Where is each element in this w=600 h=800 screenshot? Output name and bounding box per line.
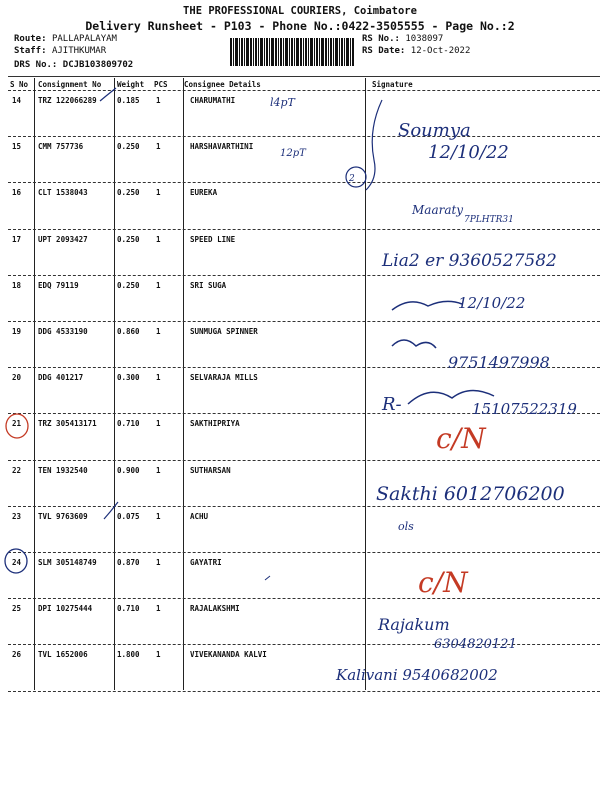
- row21-mark: c/N: [436, 422, 486, 455]
- drs-label: DRS No.:: [14, 60, 58, 70]
- row-divider: [8, 136, 600, 137]
- table-row: [0, 415, 600, 461]
- rs-no-field: [362, 34, 443, 44]
- row-sno: 14: [12, 96, 22, 105]
- table-row: [0, 600, 600, 646]
- row-weight: 0.250: [117, 234, 140, 244]
- staff-field: [14, 46, 106, 56]
- row-consignee-name: SUTHARSAN: [190, 465, 231, 475]
- row-consignee-name: CHARUMATHI: [190, 96, 236, 105]
- row24-mark: c/N: [418, 566, 468, 599]
- row-divider: [8, 367, 600, 368]
- row-divider: [8, 413, 600, 414]
- table-row: [0, 231, 600, 277]
- row-sno: 23: [12, 511, 22, 521]
- row-consignee-name: RAJALAKSHMI: [190, 604, 240, 614]
- row-consignee-name: SPEED LINE: [190, 234, 236, 244]
- row-consignment-no: CLT 1538043: [38, 188, 88, 198]
- row-consignee-name: SAKTHIPRIYA: [190, 419, 240, 429]
- row-consignment-no: DDG 401217: [38, 373, 84, 383]
- row-weight: 0.710: [117, 419, 140, 429]
- row-sno: 15: [12, 142, 22, 152]
- row-pcs: 1: [156, 650, 161, 660]
- row-consignee-name: EUREKA: [190, 188, 218, 198]
- row-weight: 0.250: [117, 188, 140, 198]
- row-pcs: 1: [156, 234, 161, 244]
- col-sno-header: S No: [10, 80, 29, 89]
- row-weight: 0.250: [117, 142, 140, 152]
- drs-field: [14, 60, 133, 70]
- route-value: PALLAPALAYAM: [51, 34, 117, 44]
- table-row: [0, 92, 600, 138]
- row-weight: 0.870: [117, 558, 140, 567]
- row-consignee-name: SRI SUGA: [190, 280, 227, 290]
- row-pcs: 1: [156, 604, 161, 614]
- staff-value: AJITHKUMAR: [51, 46, 107, 56]
- row-consignee-name: VIVEKANANDA KALVI: [190, 650, 267, 660]
- col-weight-header: Weight: [117, 80, 145, 89]
- row-sno: 24: [12, 558, 22, 567]
- row-sno: 17: [12, 234, 22, 244]
- row25-signature: Rajakum: [378, 615, 450, 634]
- barcode-icon: [230, 38, 354, 66]
- row21-signature: 15107522319: [472, 400, 577, 418]
- rs-date-field: [362, 46, 470, 56]
- header-bottom-rule: [8, 90, 600, 91]
- col-consignment-header: Consignment No: [38, 80, 102, 89]
- row-pcs: 1: [156, 142, 161, 152]
- row19-signature: 9751497998: [448, 353, 550, 372]
- row-consignee-name: SUNMUGA SPINNER: [190, 327, 258, 336]
- table-row: [0, 277, 600, 323]
- row18-signature: 12/10/22: [458, 294, 526, 312]
- row17-signature: Lia2 er 9360527582: [382, 251, 557, 271]
- row-weight: 0.710: [117, 604, 140, 614]
- row-divider: [8, 644, 600, 645]
- table-row: [0, 508, 600, 554]
- row-consignment-no: CMM 757736: [38, 142, 84, 152]
- row-sno: 19: [12, 327, 22, 336]
- row-weight: 0.250: [117, 280, 140, 290]
- row-consignee-name: ACHU: [190, 511, 209, 521]
- row-consignment-no: TRZ 122066289: [38, 96, 97, 105]
- row-consignment-no: EDQ 79119: [38, 280, 79, 290]
- row-sno: 18: [12, 280, 22, 290]
- row20-signature: R-: [382, 394, 402, 415]
- row-divider: [8, 275, 600, 276]
- table-row: [0, 369, 600, 415]
- row-consignment-no: TEN 1932540: [38, 465, 88, 475]
- row-sno: 22: [12, 465, 22, 475]
- row-consignment-no: DDG 4533190: [38, 327, 88, 336]
- row16-signature: Maaraty: [412, 203, 464, 217]
- row-pcs: 1: [156, 465, 161, 475]
- row-pcs: 1: [156, 327, 161, 336]
- row16-signature-2: 7PLHTR31: [464, 215, 514, 225]
- row-consignment-no: SLM 305148749: [38, 558, 97, 567]
- row-consignment-no: TVL 1652006: [38, 650, 88, 660]
- row-divider: [8, 321, 600, 322]
- header-top-rule: [8, 76, 600, 77]
- row-divider: [8, 506, 600, 507]
- row-consignment-no: TRZ 305413171: [38, 419, 97, 429]
- row-weight: 1.800: [117, 650, 140, 660]
- row-pcs: 1: [156, 96, 161, 105]
- row-divider: [8, 691, 600, 692]
- row-pcs: 1: [156, 188, 161, 198]
- row-consignee-name: SELVARAJA MILLS: [190, 373, 258, 383]
- row-sno: 16: [12, 188, 22, 198]
- row-weight: 0.185: [117, 96, 140, 105]
- table-row: [0, 184, 600, 230]
- row-pcs: 1: [156, 419, 161, 429]
- row-divider: [8, 229, 600, 230]
- row-sno: 25: [12, 604, 22, 614]
- row-sno: 21: [12, 419, 22, 429]
- route-label: Route:: [14, 34, 47, 44]
- row-divider: [8, 182, 600, 183]
- table-row: [0, 462, 600, 508]
- row14-note: l4pT: [270, 96, 295, 109]
- row-consignment-no: UPT 2093427: [38, 234, 88, 244]
- row-pcs: 1: [156, 280, 161, 290]
- rs-date-value: 12-Oct-2022: [410, 46, 471, 56]
- row-consignee-name: HARSHAVARTHINI: [190, 142, 254, 152]
- route-field: [14, 34, 117, 44]
- encircled-number: 2: [349, 174, 355, 184]
- row15-signature: Soumya: [398, 120, 471, 141]
- row-consignment-no: DPI 10275444: [38, 604, 93, 614]
- row-divider: [8, 552, 600, 553]
- row22-signature: Sakthi 6012706200: [376, 483, 565, 505]
- row26-signature: Kalivani 9540682002: [336, 666, 498, 684]
- col-details-header: Consignee Details: [184, 80, 261, 89]
- col-signature-header: Signature: [372, 80, 413, 89]
- row-weight: 0.300: [117, 373, 140, 383]
- row-sno: 26: [12, 650, 22, 660]
- row-pcs: 1: [156, 511, 161, 521]
- row25-phone: 6304820121: [434, 637, 517, 652]
- company-name: THE PROFESSIONAL COURIERS, Coimbatore: [183, 5, 417, 17]
- row-consignee-name: GAYATRI: [190, 558, 222, 567]
- rs-no-label: RS No.:: [362, 34, 400, 44]
- row-consignment-no: TVL 9763609: [38, 511, 88, 521]
- row-divider: [8, 598, 600, 599]
- row15-date: 12/10/22: [428, 142, 509, 163]
- table-row: [0, 138, 600, 184]
- row-pcs: 1: [156, 558, 161, 567]
- table-row: [0, 323, 600, 369]
- row-pcs: 1: [156, 373, 161, 383]
- col-pcs-header: PCS: [154, 80, 168, 89]
- row-weight: 0.860: [117, 327, 140, 336]
- drs-value: DCJB103809702: [62, 60, 134, 70]
- row15-note: 12pT: [280, 148, 306, 159]
- row23-note: ols: [398, 520, 414, 533]
- staff-label: Staff:: [14, 46, 47, 56]
- runsheet-title: Delivery Runsheet - P103 - Phone No.:0422-3505555 - Page No.:2: [85, 19, 515, 33]
- rs-no-value: 1038097: [405, 34, 444, 44]
- row-weight: 0.900: [117, 465, 140, 475]
- row-divider: [8, 460, 600, 461]
- rs-date-label: RS Date:: [362, 46, 406, 56]
- row-weight: 0.075: [117, 511, 140, 521]
- row-sno: 20: [12, 373, 22, 383]
- table-row: [0, 554, 600, 600]
- table-row: [0, 646, 600, 692]
